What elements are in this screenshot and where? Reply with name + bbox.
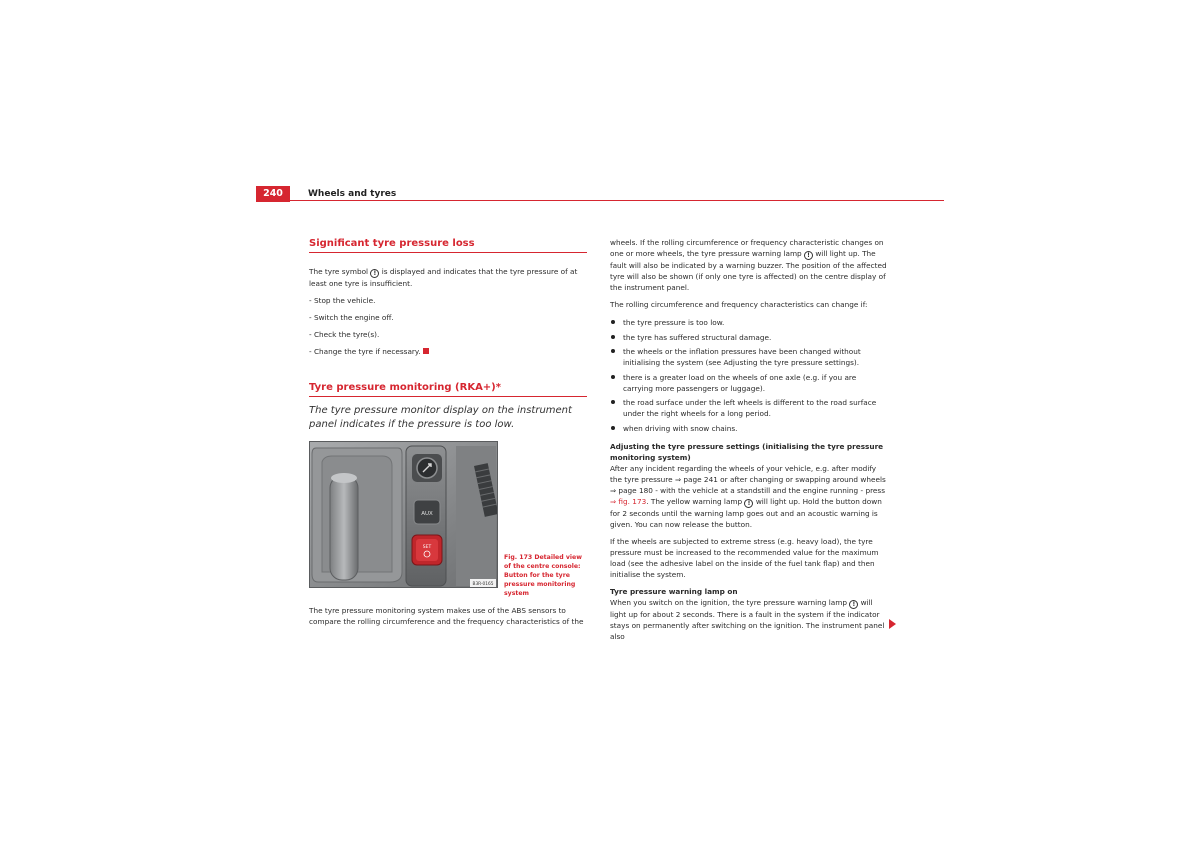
- paragraph-extreme-stress: If the wheels are subjected to extreme stress (e.g. heavy load), the tyre pressure must be increased to the recommended value for the maximum load (see the adhesive label on the inside of the fuel tank flap) and then initialise the system.: [610, 536, 879, 579]
- tyre-pressure-icon: !: [744, 499, 753, 508]
- text-fragment: wheels. If the rolling circumference or frequency characteristic changes on one or more wheels, the tyre pressure warning lamp: [610, 238, 884, 258]
- text-fragment: . The yellow warning lamp: [646, 496, 743, 506]
- left-column-section2: [309, 381, 587, 431]
- conditions-list: [610, 317, 888, 434]
- list-item: the road surface under the left wheels is different to the road surface under the right wheels for a long period.: [610, 397, 888, 419]
- tyre-pressure-icon: !: [849, 600, 858, 609]
- subhead-warning-lamp: Tyre pressure warning lamp on: [610, 586, 738, 596]
- stop-square-icon: [423, 348, 429, 354]
- list-item: the tyre has suffered structural damage.: [610, 332, 888, 343]
- step-4: [309, 346, 587, 357]
- list-item: the wheels or the inflation pressures have been changed without initialising the system (see Adjusting the tyre pressure settings).: [610, 346, 888, 368]
- paragraph-abs-sensors: The tyre pressure monitoring system makes use of the ABS sensors to compare the rolling circumference and the frequency characteristics of the: [309, 606, 584, 626]
- paragraph-tyre-symbol: [309, 266, 587, 289]
- image-code: B3R-0165: [472, 582, 494, 587]
- continue-arrow-icon: [889, 619, 896, 629]
- page-number: 240: [256, 186, 290, 202]
- text-fragment: The tyre symbol: [309, 267, 369, 276]
- header-rule: [256, 200, 944, 201]
- text-fragment: - Change the tyre if necessary.: [309, 347, 421, 356]
- text-fragment: will light up. Hold the button down for 2 seconds until the warning lamp goes out and an acoustic warning is given. You can now release the button.: [610, 496, 882, 529]
- subhead-adjusting: Adjusting the tyre pressure settings (initialising the tyre pressure monitoring system): [610, 441, 884, 462]
- tyre-pressure-icon: !: [370, 269, 379, 278]
- step-2: - Switch the engine off.: [309, 313, 394, 322]
- right-column: [610, 237, 888, 642]
- figure-link[interactable]: ⇒ fig. 173: [610, 496, 647, 506]
- figure-caption: Fig. 173 Detailed view of the centre console: Button for the tyre pressure monitoring system: [504, 554, 582, 597]
- text-fragment: When you switch on the ignition, the tyre pressure warning lamp: [610, 597, 847, 607]
- step-3: - Check the tyre(s).: [309, 330, 380, 339]
- text-fragment: will light up for about 2 seconds. There is a fault in the system if the indicator stays on permanently after switching on the ignition. The instrument panel also: [610, 597, 885, 641]
- lead-text: The tyre pressure monitor display on the instrument panel indicates if the pressure is too low.: [309, 405, 572, 430]
- list-item: there is a greater load on the wheels of one axle (e.g. if you are carrying more passengers or luggage).: [610, 372, 888, 394]
- set-button-label: SET: [422, 545, 432, 550]
- text-fragment: will light up. The fault will also be indicated by a warning buzzer. The position of the affected tyre will also be shown (if only one tyre is affected) on the centre display of the instrument panel.: [610, 249, 887, 292]
- figure-centre-console: [309, 441, 498, 588]
- heading-tyre-monitoring: Tyre pressure monitoring (RKA+)*: [309, 381, 587, 397]
- paragraph-warning-lamp: [610, 597, 888, 642]
- left-column: [309, 237, 587, 357]
- console-illustration: [310, 442, 498, 588]
- heading-significant-loss: Significant tyre pressure loss: [309, 237, 587, 253]
- step-1: - Stop the vehicle.: [309, 296, 376, 305]
- text-fragment: After any incident regarding the wheels of your vehicle, e.g. after modify the tyre pressure ⇒ page 241 or after changing or swapping around wheels ⇒ page 180 - with the vehicle at a standstill and the engine running - press: [610, 463, 886, 495]
- paragraph-change-if: The rolling circumference and frequency characteristics can change if:: [610, 300, 868, 309]
- aux-button-label: AUX: [421, 511, 433, 517]
- list-item: when driving with snow chains.: [610, 423, 888, 434]
- text-fragment: is displayed and indicates that the tyre pressure of at least one tyre is insufficient.: [309, 267, 578, 288]
- section-title: Wheels and tyres: [308, 189, 397, 199]
- paragraph-adjusting: [610, 463, 888, 530]
- list-item: the tyre pressure is too low.: [610, 317, 888, 328]
- tyre-pressure-icon: !: [804, 251, 813, 260]
- paragraph-wheels: [610, 237, 888, 293]
